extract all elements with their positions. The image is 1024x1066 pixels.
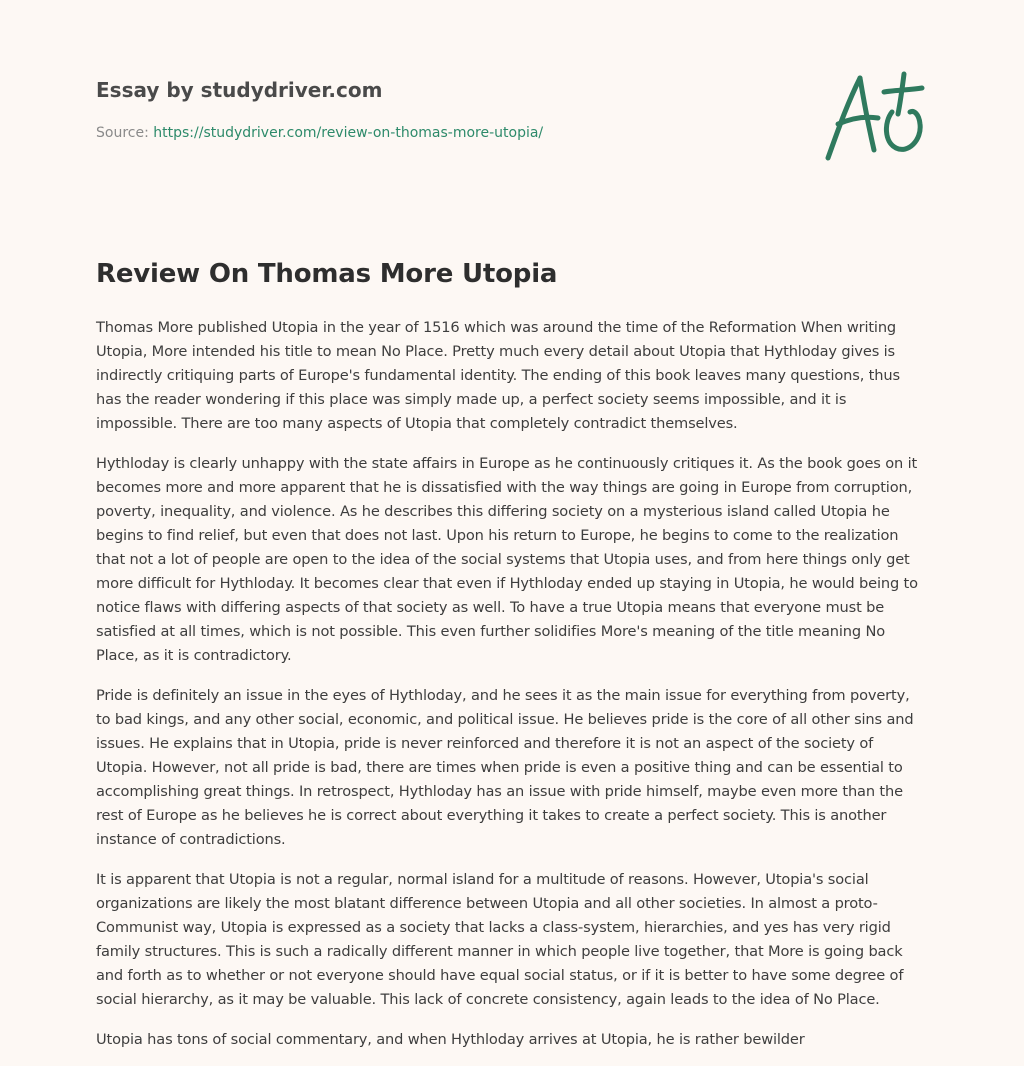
logo-plus-vertical bbox=[898, 74, 904, 114]
a-plus-logo-svg bbox=[822, 66, 932, 166]
essay-body bbox=[96, 316, 928, 1066]
source-line bbox=[96, 123, 796, 143]
source-link[interactable]: https://studydriver.com/review-on-thomas-more-utopia/ bbox=[153, 125, 544, 141]
essay-paragraph: It is apparent that Utopia is not a regular, normal island for a multitude of reasons. However, Utopia's social organizations are likely the most blatant difference between Utopia and all other societies. In almost a proto-Communist way, Utopia is expressed as a society that lacks a class-system, hierarchies, and yes has very rigid family structures. This is such a radically different manner in which people live together, that More is going back and forth as to whether or not everyone should have equal social status, or if it is better to have some degree of social hierarchy, as it may be valuable. This lack of concrete consistency, again leads to the idea of No Place. bbox=[96, 871, 904, 1008]
essay-paragraph: Pride is definitely an issue in the eyes of Hythloday, and he sees it as the main issue for everything from poverty, to bad kings, and any other social, economic, and political issue. He believes pride is the core of all other sins and issues. He explains that in Utopia, pride is never reinforced and therefore it is not an aspect of the society of Utopia. However, not all pride is bad, there are times when pride is even a positive thing and can be essential to accomplishing great things. In retrospect, Hythloday has an issue with pride himself, maybe even more than the rest of Europe as he believes he is correct about everything it takes to create a perfect society. This is another instance of contradictions. bbox=[96, 687, 914, 848]
a-plus-logo-icon bbox=[822, 66, 932, 166]
source-label: Source: bbox=[96, 125, 149, 141]
logo-curl bbox=[886, 112, 920, 150]
brand-heading: Essay by studydriver.com bbox=[96, 78, 383, 102]
essay-paragraph: Hythloday is clearly unhappy with the state affairs in Europe as he continuously critiques it. As the book goes on it becomes more and more apparent that he is dissatisfied with the way things are going in Europe from corruption, poverty, inequality, and violence. As he describes this differing society on a mysterious island called Utopia he begins to find relief, but even that does not last. Upon his return to Europe, he begins to come to the realization that not a lot of people are open to the idea of the social systems that Utopia uses, and from here things only get more difficult for Hythloday. It becomes clear that even if Hythloday ended up staying in Utopia, he would being to notice flaws with differing aspects of that society as well. To have a true Utopia means that everyone must be satisfied at all times, which is not possible. This even further solidifies More's meaning of the title meaning No Place, as it is contradictory. bbox=[96, 455, 918, 664]
essay-paragraph: Utopia has tons of social commentary, and when Hythloday arrives at Utopia, he is rather bewilder bbox=[96, 1031, 805, 1048]
logo-a-right-stroke bbox=[860, 78, 874, 150]
essay-paragraph: Thomas More published Utopia in the year of 1516 which was around the time of the Reformation When writing Utopia, More intended his title to mean No Place. Pretty much every detail about Utopia that Hythloday gives is indirectly critiquing parts of Europe's fundamental identity. The ending of this book leaves many questions, thus has the reader wondering if this place was simply made up, a perfect society seems impossible, and it is impossible. There are too many aspects of Utopia that completely contradict themselves. bbox=[96, 319, 900, 432]
essay-title: Review On Thomas More Utopia bbox=[96, 259, 558, 289]
page-header bbox=[96, 76, 796, 143]
